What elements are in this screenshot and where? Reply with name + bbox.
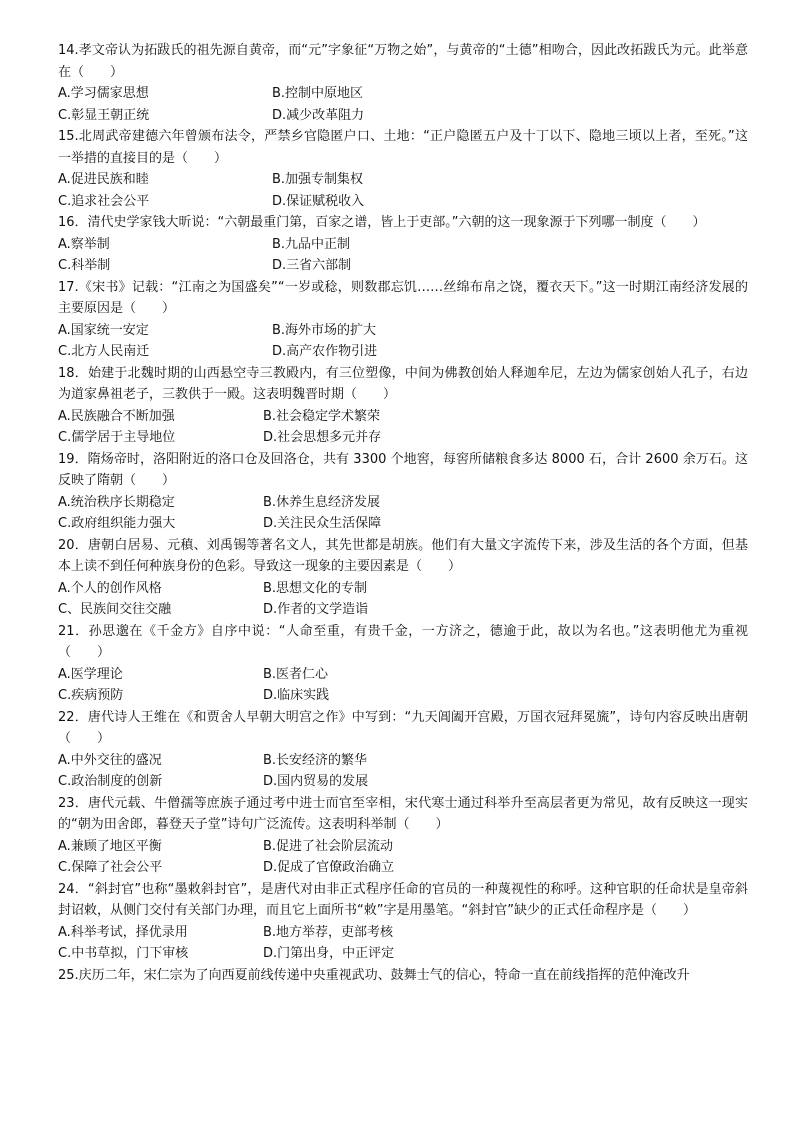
option-b: B.思想文化的专制: [263, 580, 368, 596]
options: [58, 664, 748, 707]
options: [58, 83, 748, 126]
option-a: A.促进民族和睦: [58, 172, 149, 187]
options: [58, 750, 748, 793]
option-c: C.彰显王朝正统: [58, 107, 150, 123]
option-d: D.保证赋税收入: [272, 193, 365, 209]
question-23: [58, 793, 748, 879]
options: [58, 169, 748, 212]
question-stem: 21．孙思邈在《千金方》自序中说：“人命至重，有贵千金，一方济之，德逾于此，故以为名也。”这表明他尤为重视（ ）: [58, 623, 748, 660]
option-b: B.九品中正制: [272, 236, 351, 252]
options: [58, 578, 748, 621]
question-stem: 14.孝文帝认为拓跋氏的祖先源自黄帝，而“元”字象征“万物之始”，与黄帝的“土德”相吻合，因此改拓跋氏为元。此举意在（ ）: [58, 43, 748, 80]
options: [58, 836, 748, 879]
option-b: B.海外市场的扩大: [272, 322, 377, 338]
options: [58, 492, 748, 535]
option-b: B.医者仁心: [263, 666, 329, 682]
question-list: [58, 40, 748, 986]
option-b: B.社会稳定学术繁荣: [263, 408, 381, 424]
question-17: [58, 277, 748, 363]
option-d: D.减少改革阻力: [272, 107, 365, 123]
question-stem: 25.庆历二年，宋仁宗为了向西夏前线传递中央重视武功、鼓舞士气的信心，特命一直在前线指挥的范仲淹改升: [58, 967, 690, 983]
question-stem: 16．清代史学家钱大昕说：“六朝最重门第，百家之谱，皆上于吏部。”六朝的这一现象源于下列哪一制度（ ）: [58, 215, 706, 230]
option-d: D.关注民众生活保障: [263, 516, 382, 531]
option-d: D.促成了官僚政治确立: [263, 860, 395, 875]
options: [58, 922, 748, 965]
option-b: B.加强专制集权: [272, 172, 364, 187]
option-c: C.中书草拟，门下审核: [58, 946, 189, 961]
option-a: A.统治秩序长期稳定: [58, 494, 175, 510]
option-a: A.中外交往的盛况: [58, 752, 162, 768]
option-a: A.医学理论: [58, 666, 123, 682]
question-stem: 22．唐代诗人王维在《和贾舍人早朝大明宫之作》中写到：“九天阊阖开宫殿，万国衣冠拜冕旒”，诗句内容反映出唐朝（ ）: [58, 709, 748, 746]
option-b: B.休养生息经济发展: [263, 494, 381, 510]
option-c: C.保障了社会公平: [58, 860, 163, 875]
question-stem: 15.北周武帝建德六年曾颁布法令，严禁乡官隐匿户口、土地：“正户隐匿五户及十丁以下、隐地三顷以上者，至死。”这一举措的直接目的是（ ）: [58, 129, 748, 166]
option-d: D.国内贸易的发展: [263, 774, 369, 789]
question-19: [58, 449, 748, 535]
option-a: A.学习儒家思想: [58, 86, 149, 101]
question-stem: 20．唐朝白居易、元稹、刘禹锡等著名文人，其先世都是胡族。他们有大量文字流传下来，涉及生活的各个方面，但基本上读不到任何种族身份的色彩。导致这一现象的主要因素是（ ）: [58, 537, 748, 574]
option-c: C.疾病预防: [58, 688, 124, 703]
options: [58, 234, 748, 277]
option-d: D.高产农作物引进: [272, 344, 378, 359]
option-b: B.促进了社会阶层流动: [263, 838, 394, 854]
option-c: C.北方人民南迁: [58, 344, 150, 359]
option-c: C.追求社会公平: [58, 193, 150, 209]
option-d: D.三省六部制: [272, 258, 352, 273]
option-c: C.政治制度的创新: [58, 774, 163, 789]
question-16: [58, 212, 748, 277]
question-20: [58, 535, 748, 621]
question-stem: 18．始建于北魏时期的山西悬空寺三教殿内，有三位塑像，中间为佛教创始人释迦牟尼，左边为儒家创始人孔子，右边为道家鼻祖老子，三教供于一殿。这表明魏晋时期（ ）: [58, 365, 748, 402]
question-stem: 17.《宋书》记载：“江南之为国盛矣”“一岁或稔，则数郡忘饥……丝绵布帛之饶，覆衣天下。”这一时期江南经济发展的主要原因是（ ）: [58, 279, 748, 316]
question-25: [58, 965, 748, 987]
question-stem: 23．唐代元载、牛僧孺等庶族子通过考中进士而官至宰相，宋代寒士通过科举升至高层者更为常见，故有反映这一现实的“朝为田舍郎，暮登天子堂”诗句广泛流传。这表明科举制（ ）: [58, 795, 748, 832]
option-c: C、民族间交往交融: [58, 602, 172, 617]
question-stem: 19．隋炀帝时，洛阳附近的洛口仓及回洛仓，共有 3300 个地窖，每窖所储粮食多达 8000 石，合计 2600 余万石。这反映了隋朝（ ）: [58, 451, 748, 488]
options: [58, 406, 748, 449]
question-stem: 24．“斜封官”也称“墨敕斜封官”，是唐代对由非正式程序任命的官员的一种蔑视性的称呼。这种官职的任命状是皇帝斜封诏敕，从侧门交付有关部门办理，而且它上面所书“敕”字是用墨笔。“斜封官”缺少的正式任命程序是（ ）: [58, 881, 748, 918]
option-c: C.政府组织能力强大: [58, 516, 176, 531]
option-d: D.门第出身，中正评定: [263, 946, 395, 961]
option-a: A.兼顾了地区平衡: [58, 838, 162, 854]
options: [58, 320, 748, 363]
question-18: [58, 363, 748, 449]
option-a: A.个人的创作风格: [58, 580, 162, 596]
option-a: A.察举制: [58, 236, 110, 252]
option-b: B.控制中原地区: [272, 86, 364, 101]
option-d: D.社会思想多元并存: [263, 430, 382, 445]
option-b: B.长安经济的繁华: [263, 752, 368, 768]
question-15: [58, 126, 748, 212]
option-b: B.地方举荐，吏部考核: [263, 924, 394, 940]
option-a: A.国家统一安定: [58, 322, 149, 338]
question-22: [58, 707, 748, 793]
option-c: C.儒学居于主导地位: [58, 430, 176, 445]
question-21: [58, 621, 748, 707]
option-d: D.临床实践: [263, 688, 330, 703]
option-a: A.民族融合不断加强: [58, 408, 175, 424]
question-24: [58, 879, 748, 965]
option-c: C.科举制: [58, 258, 111, 273]
option-d: D.作者的文学造诣: [263, 602, 369, 617]
option-a: A.科举考试，择优录用: [58, 924, 188, 940]
question-14: [58, 40, 748, 126]
